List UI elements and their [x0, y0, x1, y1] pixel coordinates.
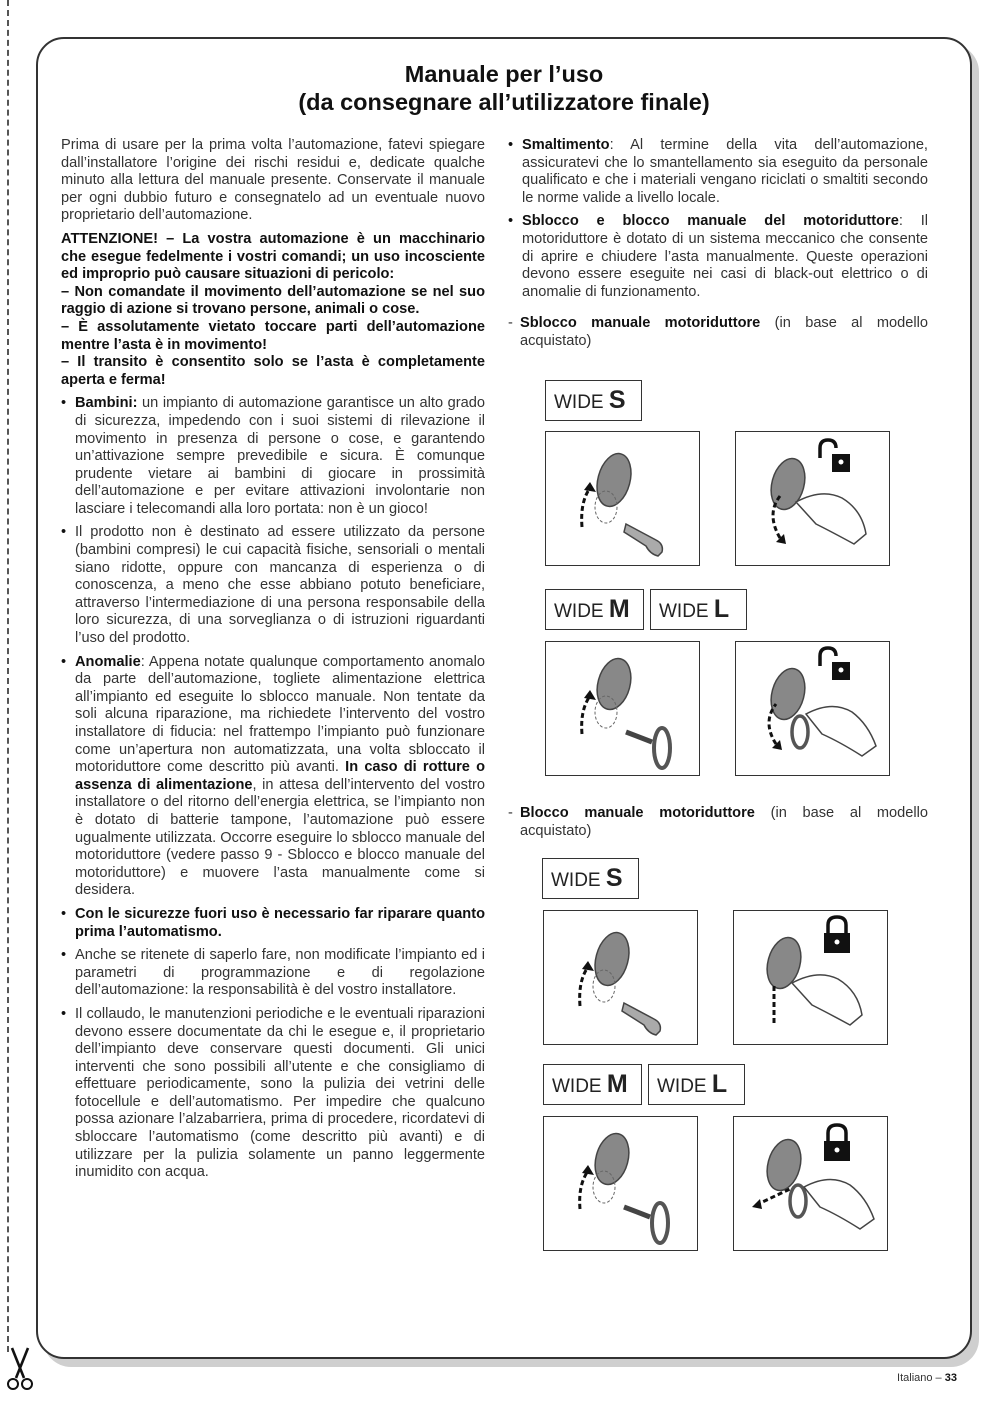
label-wide-text: WIDE	[659, 601, 709, 622]
lever-key-icon	[544, 911, 696, 1043]
figure-ml-ring-unlocked	[735, 641, 890, 776]
cut-line	[7, 0, 9, 1352]
warning-block	[61, 231, 485, 389]
label-wide-text: WIDE	[552, 1076, 602, 1097]
label-wide-m-unlock	[545, 589, 644, 630]
hand-icon	[806, 706, 876, 756]
label-wide-text: WIDE	[657, 1076, 707, 1097]
anomalie-text-2: , in attesa dell’intervento del vostro installatore o del ritorno dell’energia elettrica, se l’impianto non è dotato di batterie tampone, l’automazione può essere ugualmente utilizzata. Occorre eseguire lo sblocco manuale del motoriduttore (vedere passo 9 - Sblocco e blocco manuale del motoriduttore) e muovere l’asta manualmente come si desidera.	[75, 776, 485, 899]
label-wide-text: WIDE	[551, 870, 601, 891]
title-line-1: Manuale per l’uso	[404, 61, 604, 87]
bullet-smaltimento	[508, 137, 928, 207]
smaltimento-text: : Al termine della vita dell’automazione, assicuratevi che lo smantellamento sia eseguito da personale qualificato e che i materiali vengano riciclati o smaltiti secondo le norme valide a livello locale.	[522, 137, 928, 206]
anomalie-text-1: : Appena notate qualunque comportamento anomalo da parte dell’automazione, togliete alimentazione elettrica all’impianto ed eseguite lo sblocco manuale. Non tentate da soli alcuna riparazione, ma richiedete l’intervento del vostro installatore di fiducia: nel frattempo l’impianto può funzionare come un’apertura non automatizzata, una volta sbloccato il motoriduttore come descritto più avanti.	[75, 653, 485, 776]
page-title	[36, 60, 972, 116]
label-wide-text: WIDE	[554, 601, 604, 622]
bullet-anomalie	[61, 654, 485, 900]
unlocked-padlock-icon	[820, 440, 850, 472]
blocco-heading: Blocco manuale motoriduttore	[520, 805, 755, 821]
figure-s-lever-start	[545, 431, 700, 566]
bullet-sblocco-blocco	[508, 213, 928, 301]
blocco-subheading	[508, 805, 928, 840]
lever-key-icon	[546, 432, 698, 564]
page-number: 33	[944, 1372, 957, 1384]
label-size-m: M	[608, 595, 630, 623]
label-size-l: L	[713, 595, 730, 623]
label-wide-m-lock	[543, 1064, 642, 1105]
figure-ml-ring-locked	[733, 1116, 888, 1251]
label-wide-l-unlock	[650, 589, 747, 630]
sblocco-blocco-heading: Sblocco e blocco manuale del motoriduttore	[522, 213, 899, 230]
intro-paragraph: Prima di usare per la prima volta l’automazione, fatevi spiegare dall’installatore l’origine dei rischi residui e, dedicate qualche minuto alla lettura del manuale presente. Conservate il manuale per ogni dubbio futuro e consegnatelo ad un eventuale nuovo proprietario dell’automazione.	[61, 137, 485, 224]
sblocco-heading: Sblocco manuale motoriduttore	[520, 315, 761, 332]
label-wide-text: WIDE	[554, 392, 604, 413]
bullet-sicurezze	[61, 906, 485, 941]
label-size-s: S	[605, 864, 623, 892]
locked-padlock-icon	[824, 917, 850, 953]
figure-s-lever-lock-start	[543, 910, 698, 1045]
sblocco-text: (in base al modello acquistato)	[520, 315, 928, 349]
scissors-icon	[2, 1346, 38, 1394]
bullet-modifiche	[61, 947, 485, 1000]
prodotto-text: Il prodotto non è destinato ad essere utilizzato da persone (bambini compresi) le cui capacità fisiche, sensoriali o mentali siano ridotte, oppure con mancanza di esperienza o di conoscenza, a meno che esse abbiano potuto beneficiare, attraverso l’intermediazione di una persona responsabile della loro sicurezza, di una sorveglianza o di istruzioni riguardanti l’uso del prodotto.	[75, 524, 485, 647]
label-size-m: M	[606, 1070, 628, 1098]
left-column	[61, 137, 485, 1188]
hand-icon	[796, 494, 866, 544]
label-wide-s-unlock	[545, 380, 642, 421]
footer-language: Italiano –	[897, 1372, 942, 1384]
bambini-text: un impianto di automazione garantisce un alto grado di sicurezza, impedendo con i suoi sistemi di rilevazione il movimento in presenza di persone o cose, e garantendo un’attivazione sempre prevedibile e sicura. È comunque prudente vietare ai bambini di giocare in prossimità dell’automazione e per evitare attivazioni involontarie non lasciare i telecomandi alla loro portata: non è un gioco!	[75, 395, 485, 517]
unlocked-padlock-icon	[820, 648, 850, 680]
smaltimento-heading: Smaltimento	[522, 137, 610, 153]
title-line-2: (da consegnare all’utilizzatore finale)	[298, 89, 710, 115]
figure-ml-ring-lock-start	[543, 1116, 698, 1251]
warning-line-3: – È assolutamente vietato toccare parti dell’automazione mentre l’asta è in movimento!	[61, 318, 485, 353]
label-size-s: S	[608, 386, 626, 414]
sicurezze-text: Con le sicurezze fuori uso è necessario far riparare quanto prima l’automatismo.	[75, 905, 485, 940]
right-column	[508, 137, 928, 357]
warning-line-4: – Il transito è consentito solo se l’asta è completamente aperta e ferma!	[61, 354, 485, 388]
hand-icon	[792, 975, 862, 1025]
warning-line-2: – Non comandate il movimento dell’automazione se nel suo raggio di azione si trovano persone, animali o cose.	[61, 283, 485, 318]
hand-icon	[804, 1179, 874, 1229]
figure-s-lever-locked	[733, 910, 888, 1045]
label-size-l: L	[711, 1070, 728, 1098]
figure-s-lever-unlocked	[735, 431, 890, 566]
locked-padlock-icon	[824, 1125, 850, 1161]
collaudo-text: Il collaudo, le manutenzioni periodiche e le eventuali riparazioni devono essere documentate da chi le esegue e, il proprietario dell’impianto deve conservare questi documenti. Gli unici interventi che sono possibili all’utente e che consigliamo di effettuare periodicamente, sono la pulizia dei vetrini delle fotocellule e dell’automatismo. Per impedire che qualcuno possa azionare l’alzabarriera, prima di procedere, ricordatevi di sbloccare l’automatismo (come descritto più avanti) e di utilizzare per la pulizia solamente un panno leggermente inumidito con acqua.	[75, 1005, 485, 1181]
blocco-text: (in base al modello acquistato)	[520, 805, 928, 839]
right-column-lower	[508, 805, 928, 846]
modifiche-text: Anche se ritenete di saperlo fare, non modificate l’impianto ed i parametri di programmazione e di regolazione dell’automazione: la responsabilità è del vostro installatore.	[75, 947, 485, 999]
warning-line-1: ATTENZIONE! – La vostra automazione è un macchinario che esegue fedelmente i vostri comandi; un uso incosciente ed improprio può causare situazioni di pericolo:	[61, 230, 485, 283]
anomalie-bold-2: In caso di rotture o assenza di alimentazione	[75, 759, 486, 793]
label-wide-s-lock	[542, 858, 639, 899]
bullet-prodotto	[61, 524, 485, 647]
label-wide-l-lock	[648, 1064, 745, 1105]
ring-key-icon	[544, 1117, 696, 1249]
bambini-heading: Bambini:	[75, 395, 138, 412]
sblocco-blocco-text: : Il motoriduttore è dotato di un sistema meccanico che consente di aprire e chiudere l’asta manualmente. Queste operazioni devono essere eseguite nei casi di black-out elettrico o di anomalie di funzionamento.	[522, 213, 929, 300]
sblocco-subheading	[508, 315, 928, 350]
page-footer	[897, 1372, 957, 1384]
ring-key-icon	[546, 642, 698, 774]
figure-ml-ring-start	[545, 641, 700, 776]
bullet-collaudo	[61, 1006, 485, 1182]
anomalie-heading: Anomalie	[75, 653, 141, 670]
bullet-bambini	[61, 395, 485, 518]
